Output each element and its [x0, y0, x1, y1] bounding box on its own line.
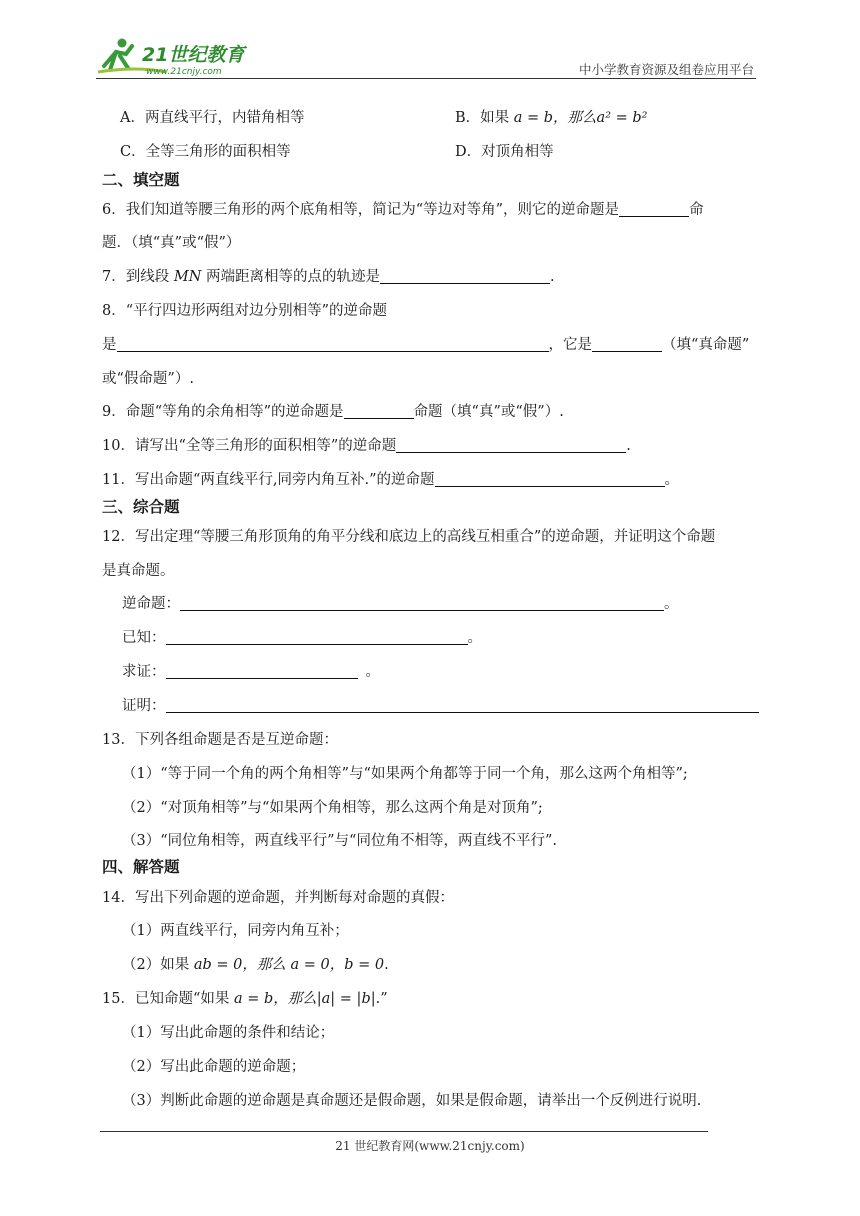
platform-title: 中小学教育资源及组卷应用平台 — [578, 62, 754, 77]
header-divider — [96, 78, 756, 79]
q14-item-2-end: . — [384, 957, 389, 973]
q7-math: MN — [173, 269, 202, 285]
q8-converse-blank[interactable] — [117, 337, 549, 352]
q5-option-a: A．两直线平行，内错角相等 — [120, 110, 305, 126]
q14-item-1: （1）两直线平行，同旁内角互补； — [122, 923, 349, 939]
q7-end: . — [550, 269, 555, 285]
q7-text: 7．到线段 — [102, 269, 170, 285]
q14-item-2-math: ab = 0，那么 a = 0，b = 0 — [193, 957, 385, 973]
q11-answer-blank[interactable] — [435, 472, 665, 487]
q12-converse-label: 逆命题： — [122, 596, 180, 612]
q12-given-end: 。 — [467, 630, 482, 646]
q11-text: 11．写出命题“两直线平行,同旁内角互补.”的逆命题 — [102, 472, 435, 488]
q6-text: 6．我们知道等腰三角形的两个底角相等，简记为“等边对等角”，则它的逆命题是 — [102, 202, 620, 218]
section-fill-in-title: 二、填空题 — [102, 171, 180, 189]
q8-line1: 8．“平行四边形两组对边分别相等”的逆命题 — [102, 303, 388, 319]
section-answer-title: 四、解答题 — [102, 858, 180, 876]
q12-converse-row — [122, 592, 679, 613]
q14-item-2 — [122, 953, 389, 974]
q12-given-blank[interactable] — [166, 630, 468, 645]
q11 — [102, 468, 679, 489]
q5-option-c: C．全等三角形的面积相等 — [120, 144, 291, 160]
q12-converse-end: 。 — [664, 596, 679, 612]
q15-stem-math: a = b，那么|a| = |b| — [233, 991, 376, 1007]
q5-option-b-label: B．如果 — [455, 110, 510, 126]
q9-text2: 命题（填“真”或“假”）. — [413, 404, 564, 420]
q8-truth-blank[interactable] — [592, 337, 662, 352]
footer-divider — [100, 1131, 708, 1132]
q6-line2: 题．（填“真”或“假”） — [102, 235, 241, 251]
q14-stem: 14．写出下列命题的逆命题，并判断每对命题的真假： — [102, 890, 454, 906]
q10-answer-blank[interactable] — [396, 438, 626, 453]
q15-stem — [102, 987, 388, 1008]
q9 — [102, 400, 564, 421]
q8-line3: 或“假命题”）. — [102, 371, 194, 387]
q12-proof-label: 证明： — [122, 698, 166, 714]
q12-proof-blank[interactable] — [166, 698, 759, 713]
q6-text-tail: 命 — [689, 202, 704, 218]
logo-sub-text: www.21cnjy.com — [146, 67, 222, 77]
q13-item-2: （2）“对顶角相等”与“如果两个角相等，那么这两个角是对顶角”; — [122, 800, 543, 816]
q12-line2: 是真命题。 — [102, 563, 175, 579]
q12-given-row — [122, 626, 482, 647]
q15-item-3: （3）判断此命题的逆命题是真命题还是假命题，如果是假命题，请举出一个反例进行说明. — [122, 1093, 702, 1109]
q5-option-b — [455, 106, 647, 127]
q15-stem-text: 15．已知命题“如果 — [102, 991, 230, 1007]
q12-prove-row — [122, 660, 380, 681]
q13-stem: 13．下列各组命题是否是互逆命题： — [102, 732, 338, 748]
q6-line1 — [102, 198, 704, 219]
q12-prove-end: 。 — [365, 664, 380, 680]
q7-answer-blank[interactable] — [380, 269, 550, 284]
section-comprehensive-title: 三、综合题 — [102, 498, 180, 516]
q8-text3: （填“真命题” — [662, 337, 750, 353]
q12-line1: 12．写出定理“等腰三角形顶角的角平分线和底边上的高线互相重合”的逆命题，并证明这个命题 — [102, 529, 716, 545]
q7-text2: 两端距离相等的点的轨迹是 — [206, 269, 380, 285]
q8-line2 — [102, 333, 749, 354]
q10-end: . — [626, 438, 631, 454]
footer-link[interactable]: 21 世纪教育网(www.21cnjy.com) — [335, 1139, 525, 1153]
q9-answer-blank[interactable] — [344, 404, 414, 419]
q5-option-b-math: a = b，那么a² = b² — [513, 110, 648, 126]
q13-item-1: （1）“等于同一个角的两个角相等”与“如果两个角都等于同一个角，那么这两个角相等”; — [122, 766, 688, 782]
logo-main-text: 21世纪教育 — [142, 44, 245, 66]
q12-proof-row — [122, 694, 759, 715]
q15-stem-end: .” — [375, 991, 388, 1007]
q12-given-label: 已知： — [122, 630, 166, 646]
q6-answer-blank[interactable] — [619, 202, 689, 217]
q5-option-d: D．对顶角相等 — [455, 144, 554, 160]
q15-item-2: （2）写出此命题的逆命题； — [122, 1059, 306, 1075]
q7 — [102, 265, 555, 286]
q12-prove-label: 求证： — [122, 664, 166, 680]
site-logo — [96, 36, 261, 78]
q13-item-3: （3）“同位角相等，两直线平行”与“同位角不相等，两直线不平行”. — [122, 833, 557, 849]
q10 — [102, 434, 631, 455]
q8-text: 是 — [102, 337, 117, 353]
q15-item-1: （1）写出此命题的条件和结论； — [122, 1025, 335, 1041]
q14-item-2-text: （2）如果 — [122, 957, 190, 973]
q9-text: 9．命题“等角的余角相等”的逆命题是 — [102, 404, 344, 420]
q10-text: 10．请写出“全等三角形的面积相等”的逆命题 — [102, 438, 397, 454]
q12-converse-blank[interactable] — [180, 596, 664, 611]
q12-prove-blank[interactable] — [166, 664, 358, 679]
q8-text2: ，它是 — [548, 337, 592, 353]
q11-end: 。 — [664, 472, 679, 488]
